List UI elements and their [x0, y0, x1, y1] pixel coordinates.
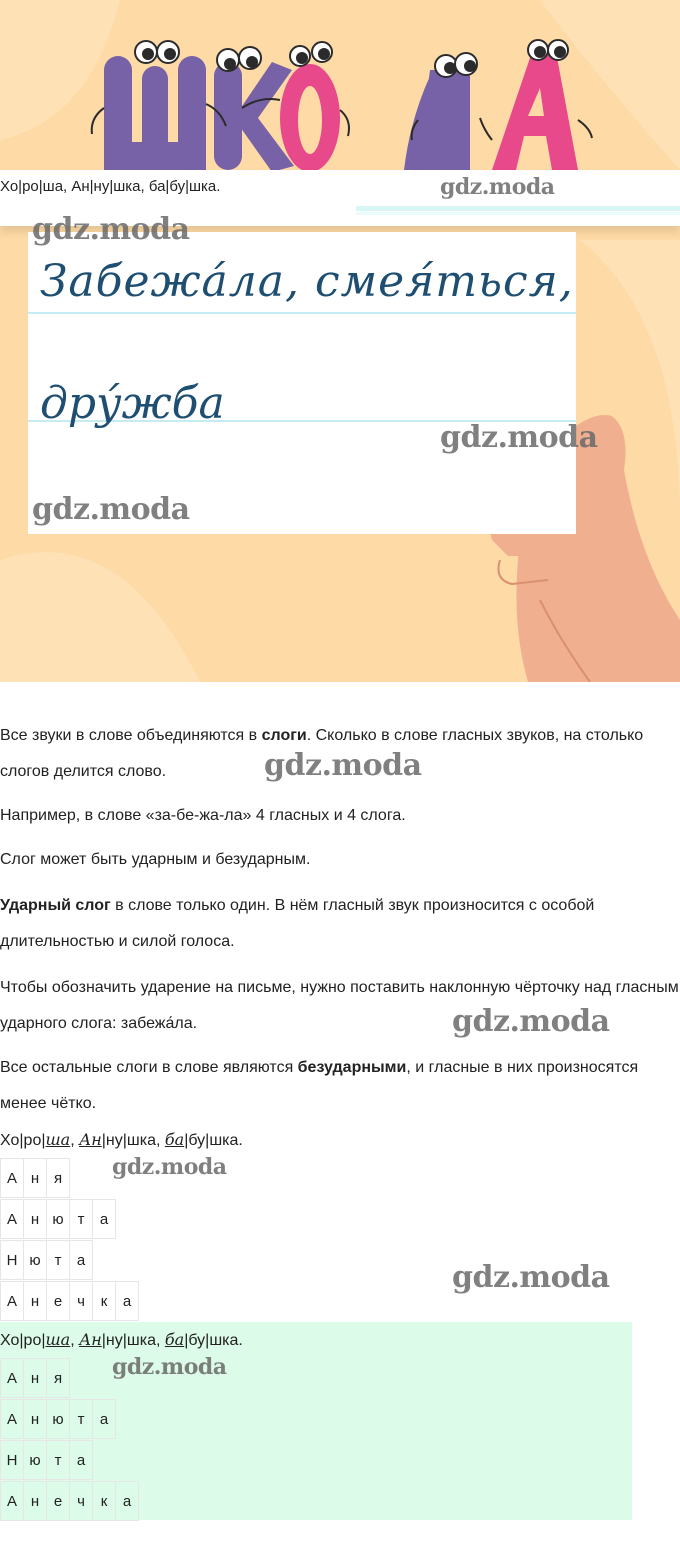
letter-cell: т — [46, 1240, 70, 1280]
letter-cell: ю — [46, 1199, 70, 1239]
paragraph-types: Слог может быть ударным и безударным. — [0, 851, 311, 868]
letter-cell: е — [46, 1281, 70, 1321]
letter-cell: А — [0, 1158, 24, 1198]
answer-name-grid-anya — [0, 1358, 69, 1398]
letter-cell: а — [69, 1240, 93, 1280]
answer-name-grid-anechka — [0, 1481, 138, 1521]
letter-cell: к — [92, 1281, 116, 1321]
letter-cell: к — [92, 1481, 116, 1521]
letter-cell: А — [0, 1399, 24, 1439]
letter-cell: н — [23, 1158, 47, 1198]
answer-syllable-division: Хо|ро|ша, Ан|ну|шка, ба|бу|шка. — [0, 1330, 243, 1349]
letter-cell: а — [69, 1440, 93, 1480]
paragraph-stressed: Ударный слог в слове только один. В нём гласный звук произносится с особой длительностью и силой голоса. — [0, 897, 595, 950]
letter-cell: ю — [46, 1399, 70, 1439]
letter-cell: ю — [23, 1440, 47, 1480]
letter-cell: А — [0, 1281, 24, 1321]
watermark: gdz.moda — [264, 748, 422, 783]
letter-cell: Н — [0, 1240, 24, 1280]
paragraph-syllables: Все звуки в слове объединяются в слоги. Сколько в слове гласных звуков, на столько слогов делится слово. — [0, 727, 644, 780]
letter-cell: а — [92, 1399, 116, 1439]
letter-cell: а — [115, 1481, 139, 1521]
letter-cell: ч — [69, 1481, 93, 1521]
answer-name-grid-anyuta — [0, 1399, 115, 1439]
answer-name-grid-nyuta — [0, 1440, 92, 1480]
syllable-division: Хо|ро|ша, Ан|ну|шка, ба|бу|шка. — [0, 1130, 243, 1149]
letter-cell: а — [92, 1199, 116, 1239]
letter-cell: т — [46, 1440, 70, 1480]
letter-cell: н — [23, 1358, 47, 1398]
letter-cell: А — [0, 1358, 24, 1398]
letter-cell: т — [69, 1399, 93, 1439]
watermark: gdz.moda — [112, 1354, 227, 1380]
logo-letter-a — [492, 52, 578, 170]
watermark: gdz.moda — [32, 212, 190, 247]
logo-letter-el — [404, 70, 470, 170]
paragraph-stress-mark: Чтобы обозначить ударение на письме, нужно поставить наклонную чёрточку над гласным ударного слога: забежа́ла. — [0, 979, 679, 1032]
letter-cell: е — [46, 1481, 70, 1521]
header-banner — [0, 0, 680, 682]
letter-cell: я — [46, 1358, 70, 1398]
logo-letter-sha — [104, 56, 206, 170]
watermark: gdz.moda — [440, 420, 598, 455]
strip-line — [356, 206, 680, 211]
letter-cell: ю — [23, 1240, 47, 1280]
strip-line — [356, 212, 680, 215]
letter-cell: я — [46, 1158, 70, 1198]
handwriting-line-2: дру́жба — [40, 378, 225, 429]
logo-letter-o — [280, 64, 340, 172]
name-grid-anya — [0, 1158, 69, 1198]
letter-cell: А — [0, 1481, 24, 1521]
top-strip-text: Хо|ро|ша, Ан|ну|шка, ба|бу|шка. — [0, 178, 221, 195]
letter-cell: ч — [69, 1281, 93, 1321]
name-grid-anyuta — [0, 1199, 115, 1239]
paragraph-unstressed: Все остальные слоги в слове являются безударными, и гласные в них произносятся менее чётко. — [0, 1059, 639, 1112]
watermark: gdz.moda — [32, 492, 190, 527]
letter-cell: н — [23, 1199, 47, 1239]
watermark: gdz.moda — [452, 1260, 610, 1295]
watermark: gdz.moda — [452, 1004, 610, 1039]
handwriting-line-1: Забежа́ла, смея́ться, — [40, 256, 574, 307]
letter-cell: Н — [0, 1440, 24, 1480]
letter-cell: т — [69, 1199, 93, 1239]
letter-cell: н — [23, 1399, 47, 1439]
watermark: gdz.moda — [112, 1154, 227, 1180]
letter-cell: н — [23, 1481, 47, 1521]
name-grid-anechka — [0, 1281, 138, 1321]
letter-cell: н — [23, 1281, 47, 1321]
name-grid-nyuta — [0, 1240, 92, 1280]
letter-cell: а — [115, 1281, 139, 1321]
paragraph-example: Например, в слове «за-бе-жа-ла» 4 гласных и 4 слога. — [0, 807, 406, 824]
letter-cell: А — [0, 1199, 24, 1239]
card-rule — [28, 312, 576, 314]
watermark: gdz.moda — [440, 174, 555, 200]
